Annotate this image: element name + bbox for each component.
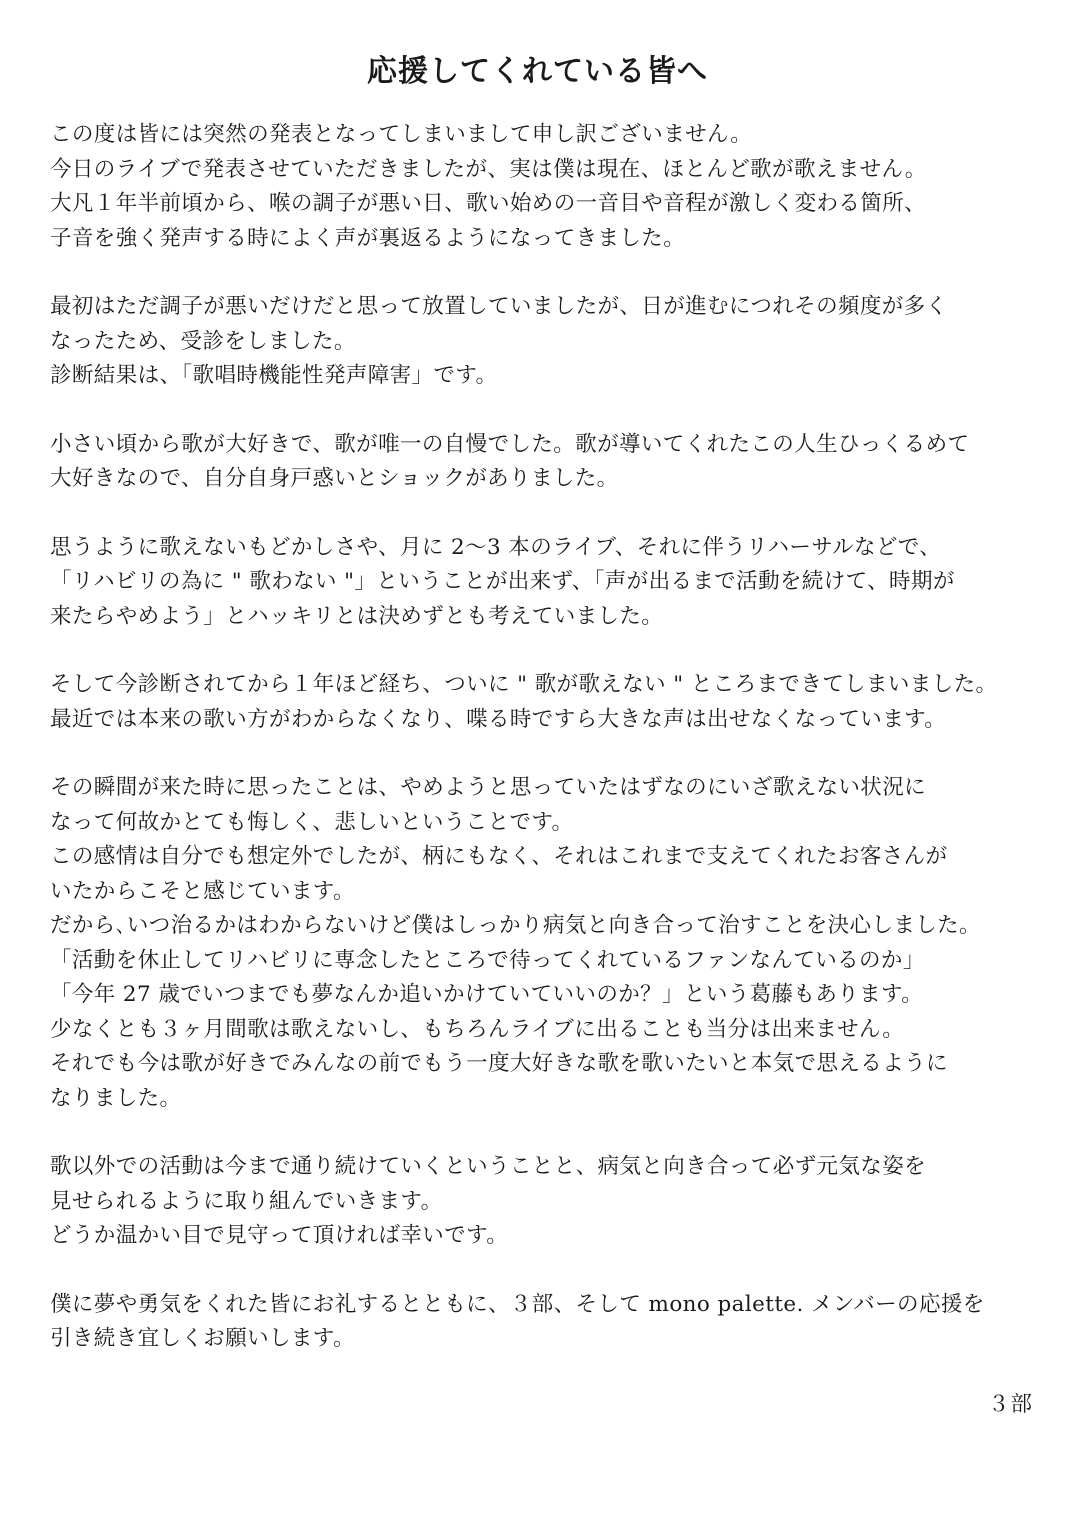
paragraph-4: [50, 531, 1040, 635]
letter-title: 応援してくれている皆へ: [367, 54, 708, 89]
text-line: なったため、受診をしました。: [50, 328, 356, 354]
text-line: 大凡１年半前頃から、喉の調子が悪い日、歌い始めの一音目や音程が激しく変わる箇所、: [50, 191, 927, 216]
text-line: この度は皆には突然の発表となってしまいまして申し訳ございません。: [50, 122, 753, 147]
text-line: そして今診断されてから１年ほど経ち、ついに " 歌が歌えない " ところまできてしまいました。: [50, 672, 998, 697]
text-line: 最近では本来の歌い方がわからなくなり、喋る時ですら大きな声は出せなくなっています。: [50, 706, 947, 732]
text-line: 「今年 27 歳でいつまでも夢なんか追いかけていていいのか？」という葛藤もあります。: [50, 982, 924, 1007]
text-line: 来たらやめよう」とハッキリとは決めずとも考えていました。: [50, 603, 664, 629]
text-line: 少なくとも３ヶ月間歌は歌えないし、もちろんライブに出ることも当分は出来ません。: [50, 1016, 905, 1042]
text-line: なって何故かとても悔しく、悲しいということです。: [50, 809, 574, 835]
letter-body: [50, 118, 1040, 1391]
paragraph-3: [50, 428, 1040, 497]
text-line: 最初はただ調子が悪いだけだと思って放置していましたが、日が進むにつれその頻度が多く: [50, 294, 948, 319]
text-line: 今日のライブで発表させていただきましたが、実は僕は現在、ほとんど歌が歌えません。: [50, 156, 927, 182]
signature: ３部: [987, 1392, 1033, 1417]
paragraph-5: [50, 668, 1040, 737]
paragraph-1: [50, 118, 1040, 256]
paragraph-6: [50, 771, 1040, 1116]
text-line: 僕に夢や勇気をくれた皆にお礼するとともに、３部、そして mono palette. メンバーの応援を: [50, 1291, 985, 1317]
text-line: 診断結果は、「歌唱時機能性発声障害」です。: [50, 363, 498, 388]
text-line: 「リハビリの為に " 歌わない "」ということが出来ず、「声が出るまで活動を続けて、時期が: [50, 569, 955, 594]
text-line: なりました。: [50, 1085, 182, 1111]
text-line: 引き続き宜しくお願いします。: [50, 1326, 355, 1351]
text-line: 見せられるように取り組んでいきます。: [50, 1188, 443, 1214]
text-line: この感情は自分でも想定外でしたが、柄にもなく、それはこれまで支えてくれたお客さんが: [50, 844, 948, 869]
text-line: 小さい頃から歌が大好きで、歌が唯一の自慢でした。歌が導いてくれたこの人生ひっくるめて: [50, 431, 970, 457]
text-line: だから､いつ治るかはわからないけど僕はしっかり病気と向き合って治すことを決心しました。: [50, 913, 981, 938]
text-line: その瞬間が来た時に思ったことは、やめようと思っていたはずなのにいざ歌えない状況に: [50, 775, 927, 800]
text-line: 子音を強く発声する時によく声が裏返るようになってきました。: [50, 225, 686, 251]
paragraph-7: [50, 1150, 1040, 1254]
text-line: 思うように歌えないもどかしさや、月に 2〜3 本のライブ、それに伴うリハーサルなどで、: [50, 534, 942, 560]
text-line: どうか温かい目で見守って頂ければ幸いです。: [50, 1223, 509, 1248]
text-line: 「活動を休止してリハビリに専念したところで待ってくれているファンなんているのか」: [50, 947, 925, 973]
paragraph-2: [50, 290, 1040, 394]
paragraph-8: [50, 1288, 1040, 1357]
text-line: それでも今は歌が好きでみんなの前でもう一度大好きな歌を歌いたいと本気で思えるように: [50, 1051, 948, 1076]
text-line: 大好きなので、自分自身戸惑いとショックがありました。: [50, 466, 619, 491]
text-line: いたからこそと感じています。: [50, 878, 355, 904]
text-line: 歌以外での活動は今まで通り続けていくということと、病気と向き合って必ず元気な姿を: [50, 1154, 927, 1179]
